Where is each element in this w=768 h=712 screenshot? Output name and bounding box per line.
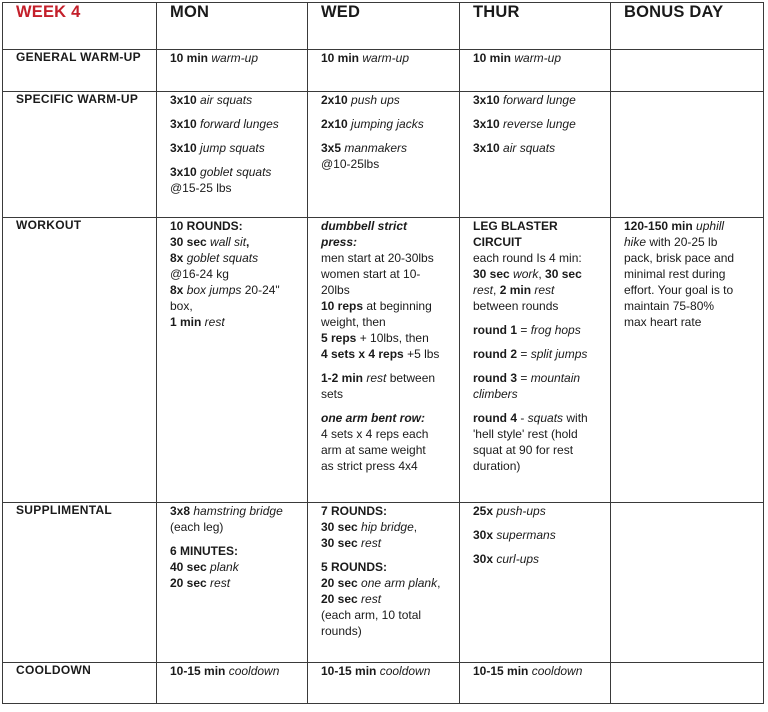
quantity: 30 sec xyxy=(473,267,510,281)
list-item xyxy=(321,503,449,551)
exercise: curl-ups xyxy=(493,552,540,566)
list-item xyxy=(473,551,600,567)
exercise: air squats xyxy=(499,141,556,155)
exercise-title: one arm bent row: xyxy=(321,411,426,425)
quantity: 20 sec xyxy=(321,592,358,606)
rounds-heading: 5 ROUNDS: xyxy=(321,560,388,574)
exercise: hamstring bridge xyxy=(190,504,283,518)
note: as strict press 4x4 xyxy=(321,459,418,473)
note: at beginning xyxy=(363,299,432,313)
supplimental-mon xyxy=(157,503,308,663)
note: between rounds xyxy=(473,299,559,313)
row-label: WORKOUT xyxy=(3,218,157,503)
exercise: cooldown xyxy=(225,664,280,678)
cooldown-wed xyxy=(308,663,460,704)
exercise: rest xyxy=(473,283,494,297)
quantity: 30x xyxy=(473,528,494,542)
note: arm at same weight xyxy=(321,443,426,457)
quantity: 20 sec xyxy=(321,576,358,590)
round-label: round 1 xyxy=(473,323,517,337)
exercise: rest xyxy=(363,371,387,385)
quantity: 10-15 min xyxy=(170,664,226,678)
workout-row xyxy=(3,218,764,503)
exercise: one arm plank xyxy=(357,576,438,590)
exercise: warm-up xyxy=(359,51,410,65)
quantity: 1-2 min xyxy=(321,371,364,385)
note: maintain 75-80% xyxy=(624,299,715,313)
supplimental-thur xyxy=(460,503,611,663)
quantity: 3x10 xyxy=(473,93,500,107)
quantity: 3x10 xyxy=(473,117,500,131)
list-item xyxy=(321,559,449,639)
note: + 10lbs, then xyxy=(356,331,429,345)
workout-wed xyxy=(308,218,460,503)
quantity: 3x10 xyxy=(473,141,500,155)
list-item xyxy=(473,503,600,519)
quantity: 2x10 xyxy=(321,93,348,107)
note: 'hell style' rest (hold xyxy=(473,427,578,441)
list-item xyxy=(321,92,449,108)
quantity: 10 min xyxy=(473,51,512,65)
list-item xyxy=(321,218,449,362)
exercise: uphill xyxy=(692,219,725,233)
quantity: 10-15 min xyxy=(473,664,529,678)
list-item xyxy=(170,92,297,108)
cooldown-thur xyxy=(460,663,611,704)
list-item xyxy=(473,116,600,132)
note: squat at 90 for rest xyxy=(473,443,574,457)
specific-warmup-row xyxy=(3,92,764,218)
quantity: 25x xyxy=(473,504,494,518)
punct: , xyxy=(437,576,441,590)
list-item xyxy=(170,140,297,156)
exercise: jumping jacks xyxy=(347,117,424,131)
exercise: supermans xyxy=(493,528,556,542)
exercise: rest xyxy=(201,315,225,329)
quantity: 3x10 xyxy=(170,165,197,179)
list-item xyxy=(321,370,449,402)
exercise: air squats xyxy=(196,93,253,107)
quantity: 10 reps xyxy=(321,299,364,313)
exercise: goblet squats xyxy=(183,251,259,265)
note: +5 lbs xyxy=(403,347,440,361)
list-item xyxy=(170,164,297,196)
quantity: 1 min xyxy=(170,315,202,329)
exercise: plank xyxy=(206,560,239,574)
workout-thur xyxy=(460,218,611,503)
quantity: 3x5 xyxy=(321,141,342,155)
list-item: round 3 = mountain climbers xyxy=(473,370,600,402)
specific-warmup-mon xyxy=(157,92,308,218)
quantity: 30 sec xyxy=(321,536,358,550)
quantity: 30 sec xyxy=(545,267,582,281)
row-label: GENERAL WARM-UP xyxy=(3,50,157,92)
exercise: rest xyxy=(357,592,382,606)
punct: , xyxy=(413,520,418,534)
exercise: reverse lunge xyxy=(499,117,576,131)
week-title: WEEK 4 xyxy=(3,3,157,50)
exercise: mountain xyxy=(530,371,581,385)
row-label: COOLDOWN xyxy=(3,663,157,704)
exercise-title: dumbbell strict xyxy=(321,219,408,233)
note: effort. Your goal is to xyxy=(624,283,734,297)
quantity: 2x10 xyxy=(321,117,348,131)
note: weight, then xyxy=(321,315,386,329)
exercise: warm-up xyxy=(208,51,259,65)
list-item xyxy=(170,543,297,591)
exercise: cooldown xyxy=(376,664,431,678)
exercise: forward lunge xyxy=(499,93,576,107)
quantity: 20 sec xyxy=(170,576,207,590)
note: each round Is 4 min: xyxy=(473,251,582,265)
exercise-title: press: xyxy=(321,235,358,249)
quantity: 8x xyxy=(170,283,184,297)
row-label: SPECIFIC WARM-UP xyxy=(3,92,157,218)
exercise: climbers xyxy=(473,387,518,401)
exercise: jump squats xyxy=(196,141,265,155)
list-item xyxy=(170,503,297,535)
exercise: push-ups xyxy=(493,504,546,518)
supplimental-wed xyxy=(308,503,460,663)
list-item xyxy=(473,140,600,156)
note: sets xyxy=(321,387,344,401)
supplimental-row xyxy=(3,503,764,663)
general-warmup-mon xyxy=(157,50,308,92)
weight-note: @10-25lbs xyxy=(321,157,380,171)
day-header-wed: WED xyxy=(308,3,460,50)
note: with xyxy=(563,411,588,425)
exercise: rest xyxy=(357,536,382,550)
quantity: 30 sec xyxy=(321,520,358,534)
specific-warmup-wed xyxy=(308,92,460,218)
quantity: 2 min xyxy=(499,283,532,297)
list-item xyxy=(321,116,449,132)
exercise: squats xyxy=(527,411,564,425)
day-header-thur: THUR xyxy=(460,3,611,50)
round-label: round 3 xyxy=(473,371,517,385)
header-row xyxy=(3,3,764,50)
note: minimal rest during xyxy=(624,267,726,281)
rounds-heading: 7 ROUNDS: xyxy=(321,504,388,518)
workout-plan-table xyxy=(2,2,764,704)
list-item xyxy=(321,140,449,172)
general-warmup-row xyxy=(3,50,764,92)
specific-warmup-bonus xyxy=(611,92,764,218)
cooldown-row xyxy=(3,663,764,704)
list-item xyxy=(321,410,449,474)
quantity: 30x xyxy=(473,552,494,566)
note: max heart rate xyxy=(624,315,702,329)
rounds-heading: 6 MINUTES: xyxy=(170,544,239,558)
quantity: 3x10 xyxy=(170,141,197,155)
exercise: hike xyxy=(624,235,647,249)
note: duration) xyxy=(473,459,521,473)
general-warmup-wed xyxy=(308,50,460,92)
note: 20lbs xyxy=(321,283,350,297)
note: between xyxy=(386,371,436,385)
exercise: work xyxy=(509,267,539,281)
rounds-heading: 10 ROUNDS: xyxy=(170,219,243,233)
quantity: 30 sec xyxy=(170,235,207,249)
general-warmup-bonus xyxy=(611,50,764,92)
exercise: rest xyxy=(206,576,231,590)
exercise: split jumps xyxy=(530,347,588,361)
exercise: frog hops xyxy=(530,323,581,337)
workout-mon: 10 ROUNDS: 30 sec wall sit, 8x goblet squats @16-24 kg 8x box jumps 20-24" box, 1 min rest xyxy=(157,218,308,503)
weight-note: @15-25 lbs xyxy=(170,181,232,195)
note: 20-24" xyxy=(241,283,280,297)
workout-bonus xyxy=(611,218,764,503)
exercise: forward lunges xyxy=(196,117,279,131)
exercise: wall sit xyxy=(206,235,247,249)
cooldown-bonus xyxy=(611,663,764,704)
quantity: 40 sec xyxy=(170,560,207,574)
note: men start at 20-30lbs xyxy=(321,251,434,265)
note: rounds) xyxy=(321,624,362,638)
exercise: box jumps xyxy=(183,283,242,297)
exercise: hip bridge xyxy=(357,520,414,534)
row-label: SUPPLIMENTAL xyxy=(3,503,157,663)
specific-warmup-thur xyxy=(460,92,611,218)
exercise: push ups xyxy=(347,93,400,107)
quantity: 8x xyxy=(170,251,184,265)
exercise: rest xyxy=(531,283,555,297)
list-item xyxy=(170,116,297,132)
exercise: manmakers xyxy=(341,141,408,155)
list-item: round 2 = split jumps xyxy=(473,347,588,361)
note: with 20-25 lb xyxy=(646,235,718,249)
exercise: warm-up xyxy=(511,51,562,65)
note: (each leg) xyxy=(170,520,224,534)
day-header-bonus: BONUS DAY xyxy=(611,3,764,50)
note: women start at 10- xyxy=(321,267,421,281)
general-warmup-thur xyxy=(460,50,611,92)
quantity: 5 reps xyxy=(321,331,357,345)
list-item: round 1 = frog hops xyxy=(473,323,581,337)
list-item xyxy=(473,92,600,108)
quantity: 10 min xyxy=(170,51,209,65)
quantity: 10-15 min xyxy=(321,664,377,678)
list-item: LEG BLASTER CIRCUIT each round Is 4 min: 30 sec work, 30 sec rest, 2 min rest between rounds xyxy=(473,218,600,314)
day-header-mon: MON xyxy=(157,3,308,50)
note: 4 sets x 4 reps each xyxy=(321,427,429,441)
cooldown-mon xyxy=(157,663,308,704)
quantity: 4 sets x 4 reps xyxy=(321,347,404,361)
round-label: round 2 xyxy=(473,347,517,361)
quantity: 3x8 xyxy=(170,504,191,518)
list-item xyxy=(473,527,600,543)
supplimental-bonus xyxy=(611,503,764,663)
circuit-title: CIRCUIT xyxy=(473,235,522,249)
note: (each arm, 10 total xyxy=(321,608,422,622)
weight-note: @16-24 kg xyxy=(170,267,229,281)
round-label: round 4 xyxy=(473,411,517,425)
exercise: cooldown xyxy=(528,664,583,678)
note: pack, brisk pace and xyxy=(624,251,735,265)
quantity: 120-150 min xyxy=(624,219,693,233)
quantity: 3x10 xyxy=(170,117,197,131)
quantity: 10 min xyxy=(321,51,360,65)
exercise: goblet squats xyxy=(196,165,272,179)
quantity: 3x10 xyxy=(170,93,197,107)
list-item: round 4 - squats with 'hell style' rest (hold squat at 90 for rest duration) xyxy=(473,410,600,474)
circuit-title: LEG BLASTER xyxy=(473,219,558,233)
note: box, xyxy=(170,299,193,313)
